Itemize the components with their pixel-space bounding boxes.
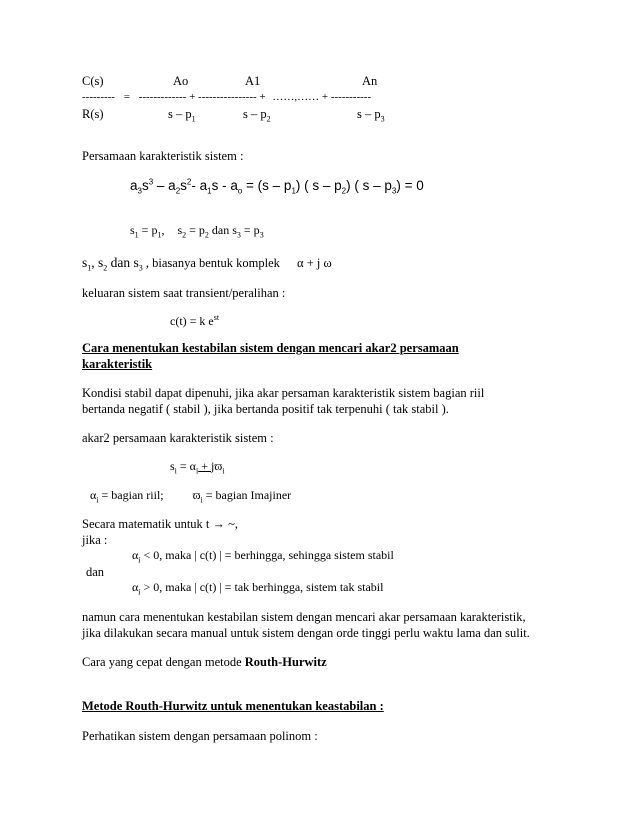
cl-s3-sub: 3 — [138, 263, 143, 273]
complex-line — [82, 255, 332, 273]
cepat-bold: Routh-Hurwitz — [244, 655, 327, 669]
cl-comma: , s — [91, 255, 104, 270]
cond1-sub: i — [138, 555, 141, 565]
root-1-rest: = p — [138, 223, 158, 237]
heading-1-line1: Cara menentukan kestabilan sistem dengan mencari akar2 persamaan — [82, 341, 459, 355]
heading-2: Metode Routh-Hurwitz untuk menentukan keastabilan : — [82, 699, 384, 713]
ce-f3: ) ( s – p — [346, 178, 392, 193]
root-1-p-sub: 1 — [157, 230, 162, 240]
root-1: s — [130, 223, 135, 237]
tf-plus-2: + — [259, 91, 266, 103]
cond2-rest: > 0, maka | c(t) | = tak berhingga, sistem tak stabil — [140, 580, 384, 594]
ce-a1-sub: 1 — [207, 186, 212, 196]
limit-inf: ~, — [225, 517, 239, 531]
ce-minus1: – a — [153, 178, 176, 193]
root-2: s — [177, 223, 183, 237]
ce-a3: a — [130, 178, 138, 193]
perhatikan-line: Perhatikan sistem dengan persamaan polinom : — [82, 729, 318, 743]
transient-ct: c(t) = k e — [170, 314, 214, 328]
ce-p1-sub: 1 — [291, 186, 296, 196]
transient-ct-sup: st — [213, 313, 220, 322]
tf-den-2-sub: 2 — [266, 114, 271, 124]
root-3-sub: 3 — [236, 230, 241, 240]
ce-a2-sub: 2 — [175, 186, 181, 196]
ce-minus2: - a — [191, 178, 208, 193]
namun-line1: namun cara menentukan kestabilan sistem dengan mencari akar persamaan karakteristik, — [82, 610, 526, 624]
tf-num-lhs: C(s) — [82, 74, 104, 88]
kondisi-line2: bertanda negatif ( stabil ), jika bertanda positif tak terpenuhi ( tak stabil ). — [82, 402, 449, 416]
cl-dan: dan s — [107, 255, 139, 270]
tf-den-3-sub: 3 — [380, 114, 385, 124]
tf-den-2-text: s – p — [243, 107, 267, 121]
root-2-p-sub: 2 — [204, 230, 209, 240]
ce-ao-sub: o — [237, 186, 243, 196]
root-dan: dan s — [208, 223, 237, 237]
akar-wi-sub: i — [222, 466, 225, 476]
limit-jika: jika : — [82, 533, 108, 547]
tf-dash-lhs: --------- — [82, 91, 115, 103]
root-3-p-sub: 3 — [259, 230, 264, 240]
cond1-rest: < 0, maka | c(t) | = berhingga, sehingga sistem stabil — [140, 548, 394, 562]
limit-dan: dan — [86, 565, 105, 579]
akar-si: s — [170, 459, 175, 473]
tf-num-an: An — [362, 74, 378, 88]
tf-den-2 — [243, 107, 271, 124]
def-alpha-sub: i — [96, 495, 99, 505]
tf-plus-1: + — [189, 91, 196, 103]
tf-num-a0: Ao — [173, 74, 189, 88]
cond1-alpha: α — [132, 548, 139, 562]
tf-den-1 — [168, 107, 196, 124]
roots-line — [130, 223, 264, 240]
ce-s3-sup: 3 — [148, 177, 154, 187]
ce-s2: s — [180, 178, 187, 193]
ce-s3: s — [141, 178, 149, 193]
cl-form: α + j ω — [297, 256, 332, 270]
ce-p3-sub: 3 — [391, 186, 397, 196]
ce-s1: s - a — [211, 178, 238, 193]
tf-den-1-sub: 1 — [191, 114, 196, 124]
limit-cond-2 — [132, 580, 384, 597]
tf-dash-1: ------------- — [138, 91, 187, 103]
transient-label: keluaran sistem saat transient/peralihan : — [82, 286, 286, 300]
cepat-text: Cara yang cepat dengan metode — [82, 655, 245, 669]
ce-rhs: = (s – p — [242, 178, 292, 193]
def-alpha: α — [90, 488, 97, 502]
cond2-alpha: α — [132, 580, 139, 594]
tf-ellipsis: ……,…… — [272, 91, 320, 103]
ce-a3-sub: 3 — [137, 186, 142, 196]
akar-si-sub: i — [174, 466, 177, 476]
cl-s1-sub: 1 — [87, 263, 92, 273]
akar-formula — [170, 459, 225, 476]
ce-p2-sub: 2 — [341, 186, 347, 196]
cond2-sub: i — [138, 587, 141, 597]
def-omega: ϖ — [192, 488, 201, 502]
defs-line — [90, 488, 292, 505]
akar-eq: = α — [176, 459, 196, 473]
ce-end: ) = 0 — [396, 178, 424, 193]
right-arrow-icon: → — [212, 517, 226, 531]
def-omega-sub: i — [200, 495, 203, 505]
tf-den-3 — [357, 107, 385, 124]
tf-den-lhs: R(s) — [82, 107, 104, 121]
akar-ai-sub: i — [195, 466, 199, 476]
root-2-sub: 2 — [182, 230, 187, 240]
ce-f2: ) ( s – p — [295, 178, 342, 193]
tf-equals: = — [123, 91, 130, 103]
limit-line — [82, 518, 238, 531]
akar-j: jϖ — [210, 459, 223, 473]
tf-dash-3: ----------- — [330, 91, 372, 103]
limit-cond-1 — [132, 548, 394, 565]
tf-den-1-text: s – p — [168, 107, 192, 121]
heading-1-line2: karakteristik — [82, 357, 153, 371]
tf-dash-row — [82, 92, 371, 103]
cl-s1: s — [82, 255, 88, 270]
def-alpha-rest: = bagian riil; — [98, 488, 164, 502]
kondisi-line1: Kondisi stabil dapat dipenuhi, jika akar persaman karakteristik sistem bagian riil — [82, 386, 485, 400]
cl-s2-sub: 2 — [103, 263, 108, 273]
def-omega-rest: = bagian Imajiner — [202, 488, 292, 502]
tf-plus-3: + — [321, 91, 329, 103]
namun-line2: jika dilakukan secara manual untuk sistem dengan orde tinggi perlu waktu lama dan sulit. — [82, 626, 530, 640]
tf-den-3-text: s – p — [357, 107, 381, 121]
tf-dash-2: ---------------- — [198, 91, 257, 103]
cl-rest: , biasanya bentuk komplek — [142, 256, 280, 270]
char-eq-intro: Persamaan karakteristik sistem : — [82, 149, 244, 163]
ce-s2-sup: 2 — [186, 177, 192, 187]
root-1-sub: 1 — [134, 230, 139, 240]
transient-formula — [170, 315, 219, 327]
root-2-rest: = p — [186, 223, 205, 237]
tf-num-a1: A1 — [245, 74, 261, 88]
root-1-comma: , — [161, 223, 165, 237]
limit-text: Secara matematik untuk t — [82, 517, 213, 531]
char-eq-formula — [130, 177, 424, 196]
root-3-rest: = p — [240, 223, 260, 237]
akar-label: akar2 persamaan karakteristik sistem : — [82, 431, 274, 445]
akar-pm: + — [198, 459, 211, 473]
cepat-line — [82, 656, 327, 669]
